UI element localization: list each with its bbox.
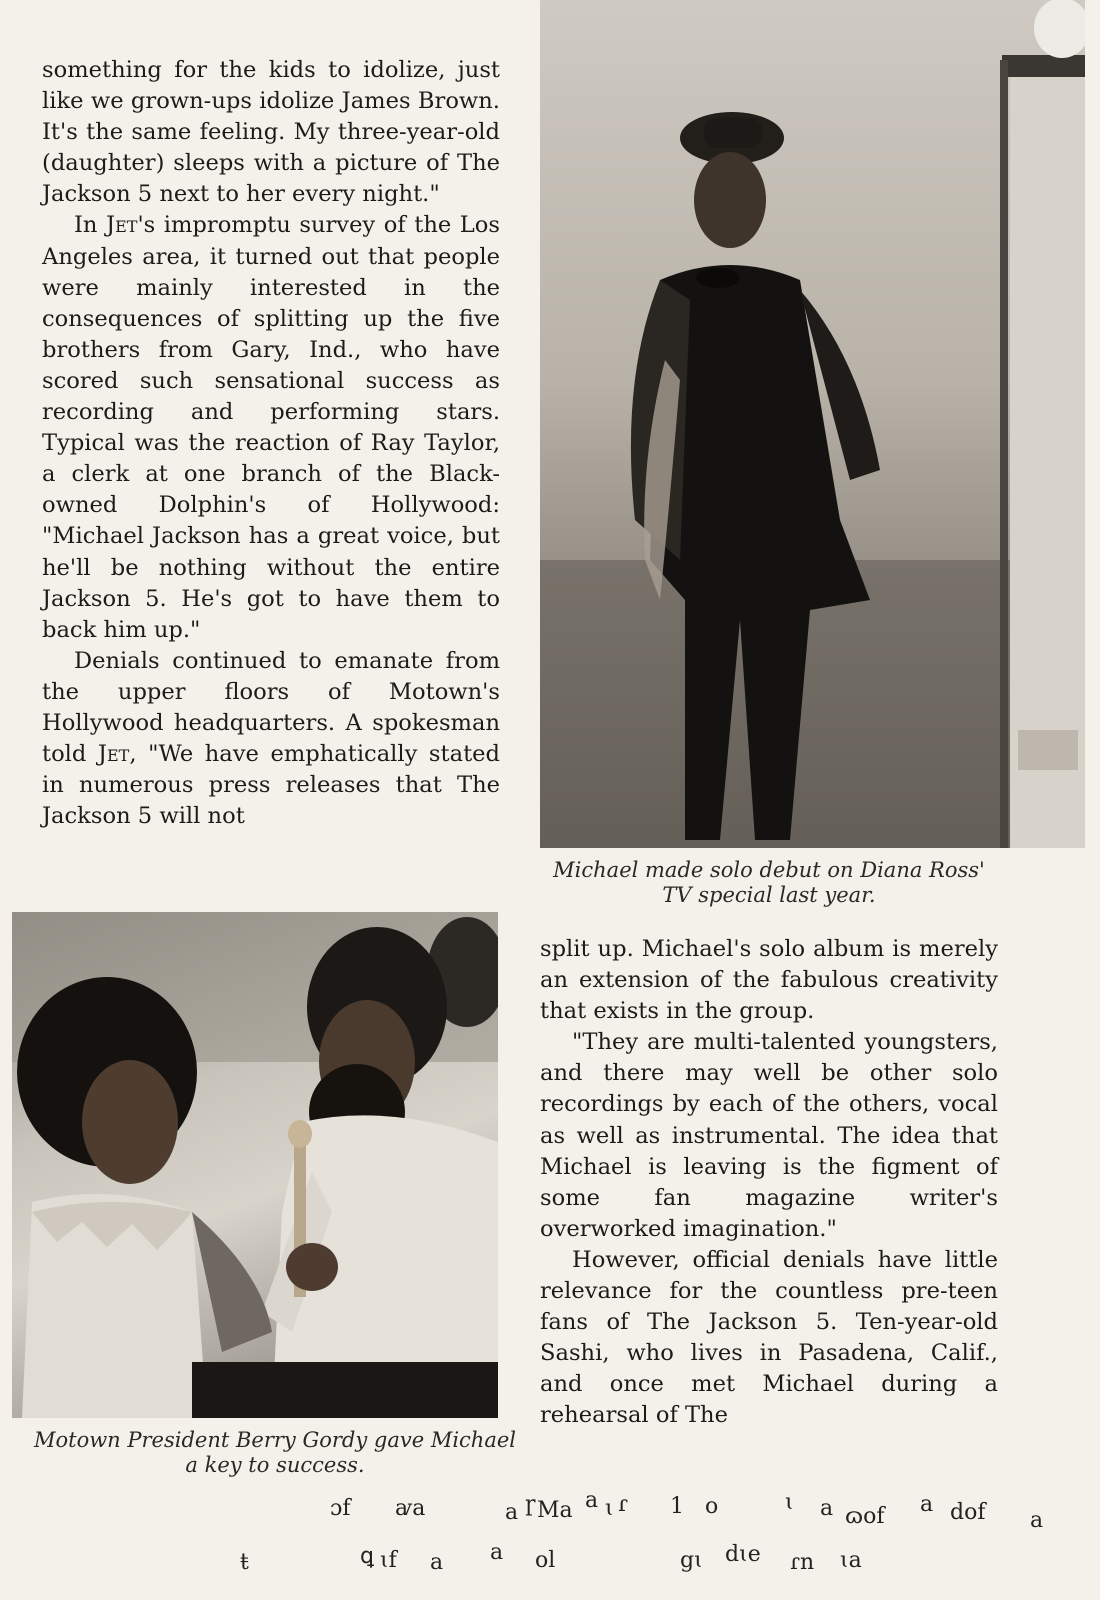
garbled-fragment: dɩe (725, 1542, 761, 1567)
publication-name: Jet (106, 212, 138, 239)
garbled-fragment: a (585, 1488, 599, 1513)
photo-michael-stage (540, 0, 1085, 848)
garbled-fragment: o (705, 1494, 719, 1519)
garbled-fragment: a (1030, 1508, 1044, 1533)
garbled-fragment: 1 (670, 1494, 684, 1519)
garbled-fragment: ɷof (845, 1504, 885, 1529)
garbled-fragment: ɩf (380, 1548, 397, 1573)
article-paragraph: split up. Michael's solo album is merely an extension of the fabulous creativity that exists in the group. (540, 936, 998, 1025)
article-paragraph (42, 646, 500, 833)
article-column-left (42, 55, 500, 832)
garbled-fragment: ɩ (785, 1490, 794, 1515)
article-paragraph (42, 210, 500, 645)
garbled-fragment: ɩ (605, 1496, 614, 1521)
garbled-fragment: ɾ (618, 1492, 628, 1517)
photo-berry-gordy-michael (12, 912, 498, 1418)
text-run: , "We have emphatically stated in numerous press releases that The Jackson 5 will not (42, 741, 500, 830)
garbled-fragment: ꜹa (395, 1496, 426, 1521)
photo-caption-michael: Michael made solo debut on Diana Ross' TV special last year. (553, 858, 985, 907)
garbled-fragment: ɾn (790, 1550, 815, 1575)
garbled-fragment: a (820, 1496, 834, 1521)
garbled-fragment: gɩ (680, 1548, 703, 1573)
garbled-fragment: ɼ (525, 1492, 536, 1517)
photo-gordy-illustration (12, 912, 498, 1418)
text-run: 's impromptu survey of the Los Angeles area, it turned out that people were mainly interested in the consequences of splitting up the five brothers from Gary, Ind., who have scored such sensational success as recording and performing stars. Typical was the reaction of Ray Taylor, a clerk at one branch of the Black-owned Dolphin's of Hollywood: "Michael Jackson has a great voice, but he'll be nothing without the entire Jackson 5. He's got to have them to back him up." (42, 212, 500, 643)
photo-michael-illustration (540, 0, 1085, 848)
garbled-fragment: ŧ (240, 1550, 249, 1575)
garbled-fragment: Ma (537, 1498, 573, 1523)
text-run: Denials continued to emanate from the upper floors of Motown's Hollywood headquarters. A spokesman told (42, 647, 500, 768)
publication-name: Jet (97, 741, 130, 768)
garbled-fragment: dof (950, 1500, 986, 1525)
garbled-fragment: a (505, 1500, 519, 1525)
text-run: In (74, 212, 107, 239)
garbled-fragment: ꝗ (360, 1544, 374, 1569)
article-paragraph: However, official denials have little relevance for the countless pre-teen fans of The Jackson 5. Ten-year-old Sashi, who lives in Pasadena, Calif., and once met Michael during a rehearsal of The (540, 1246, 998, 1429)
article-paragraph: "They are multi-talented youngsters, and there may well be other solo recordings by each of the others, vocal as well as instrumental. The idea that Michael is leaving is the figment of some fan magazine writer's overworked imagination." (540, 1029, 998, 1242)
garbled-fragment: ɔf (330, 1496, 351, 1521)
garbled-fragment: a (920, 1492, 934, 1517)
garbled-fragment: a (430, 1550, 444, 1575)
garbled-fragment: a (490, 1540, 504, 1565)
garbled-fragment: ɩa (840, 1548, 862, 1573)
garbled-bottom-text (240, 1478, 1060, 1588)
garbled-fragment: ol (535, 1548, 556, 1573)
photo-caption-gordy: Motown President Berry Gordy gave Michael a key to success. (33, 1428, 516, 1477)
article-paragraph: something for the kids to idolize, just like we grown-ups idolize James Brown. It's the same feeling. My three-year-old (daughter) sleeps with a picture of The Jackson 5 next to her every night." (42, 57, 500, 208)
article-column-right (540, 934, 998, 1432)
